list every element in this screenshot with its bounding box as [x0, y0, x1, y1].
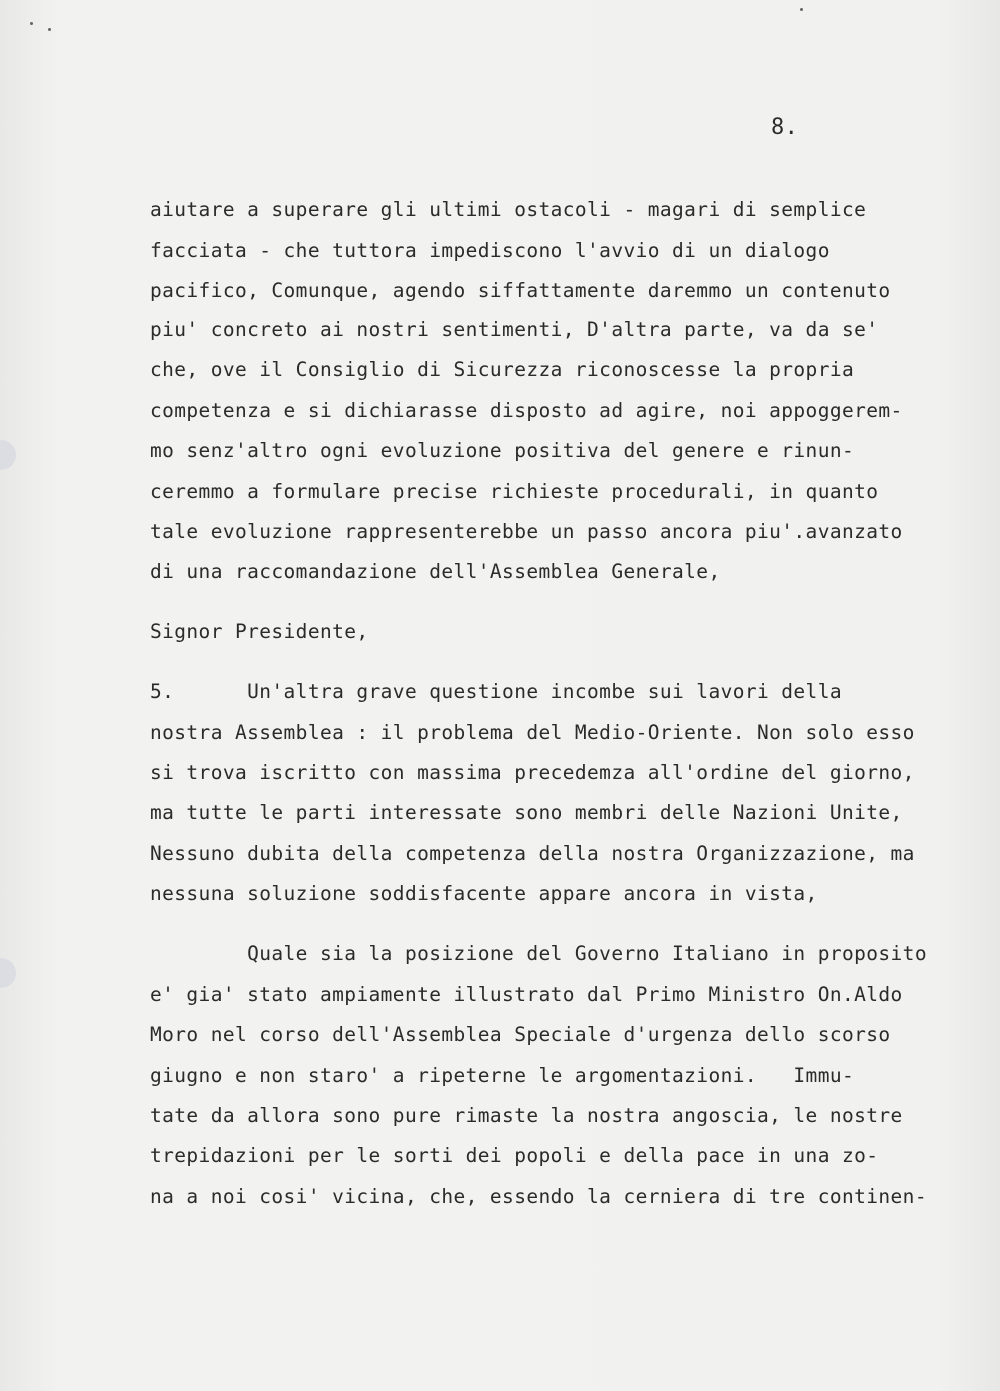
- text-line: mo senz'altro ogni evoluzione positiva del genere e rinun-: [150, 439, 855, 462]
- text-line: di una raccomandazione dell'Assemblea Generale,: [150, 560, 721, 583]
- text-line: tate da allora sono pure rimaste la nostra angoscia, le nostre: [150, 1104, 903, 1127]
- text-line: piu' concreto ai nostri sentimenti, D'altra parte, va da se': [150, 318, 879, 341]
- text-line: 5. Un'altra grave questione incombe sui lavori della: [150, 680, 842, 703]
- text-line: ma tutte le parti interessate sono membri delle Nazioni Unite,: [150, 801, 903, 824]
- text-line: si trova iscritto con massima precedemza all'ordine del giorno,: [150, 761, 915, 784]
- text-line: ceremmo a formulare precise richieste procedurali, in quanto: [150, 480, 879, 503]
- salutation: Signor Presidente,: [150, 620, 369, 643]
- text-line: e' gia' stato ampiamente illustrato dal Primo Ministro On.Aldo: [150, 983, 903, 1006]
- text-line: na a noi cosi' vicina, che, essendo la cerniera di tre continen-: [150, 1185, 927, 1208]
- text-line: nostra Assemblea : il problema del Medio-Oriente. Non solo esso: [150, 721, 915, 744]
- text-line: pacifico, Comunque, agendo siffattamente daremmo un contenuto: [150, 279, 891, 302]
- speck: [48, 28, 51, 31]
- text-line: trepidazioni per le sorti dei popoli e della pace in una zo-: [150, 1144, 879, 1167]
- text-line: aiutare a superare gli ultimi ostacoli - magari di semplice: [150, 198, 867, 221]
- text-line: competenza e si dichiarasse disposto ad agire, noi appoggerem-: [150, 399, 903, 422]
- text-line: facciata - che tuttora impediscono l'avvio di un dialogo: [150, 239, 830, 262]
- text-line: Moro nel corso dell'Assemblea Speciale d'urgenza dello scorso: [150, 1023, 891, 1046]
- text-line: che, ove il Consiglio di Sicurezza riconoscesse la propria: [150, 358, 855, 381]
- text-line: Nessuno dubita della competenza della nostra Organizzazione, ma: [150, 842, 915, 865]
- text-line: Quale sia la posizione del Governo Italiano in proposito: [150, 942, 927, 965]
- speck: [800, 8, 803, 11]
- speck: [30, 22, 33, 25]
- text-line: giugno e non staro' a ripeterne le argomentazioni. Immu-: [150, 1064, 855, 1087]
- page-number: 8.: [771, 115, 799, 140]
- text-line: nessuna soluzione soddisfacente appare ancora in vista,: [150, 882, 818, 905]
- text-line: tale evoluzione rappresenterebbe un passo ancora piu'.avanzato: [150, 520, 903, 543]
- punch-hole: [0, 440, 16, 470]
- punch-hole: [0, 958, 16, 988]
